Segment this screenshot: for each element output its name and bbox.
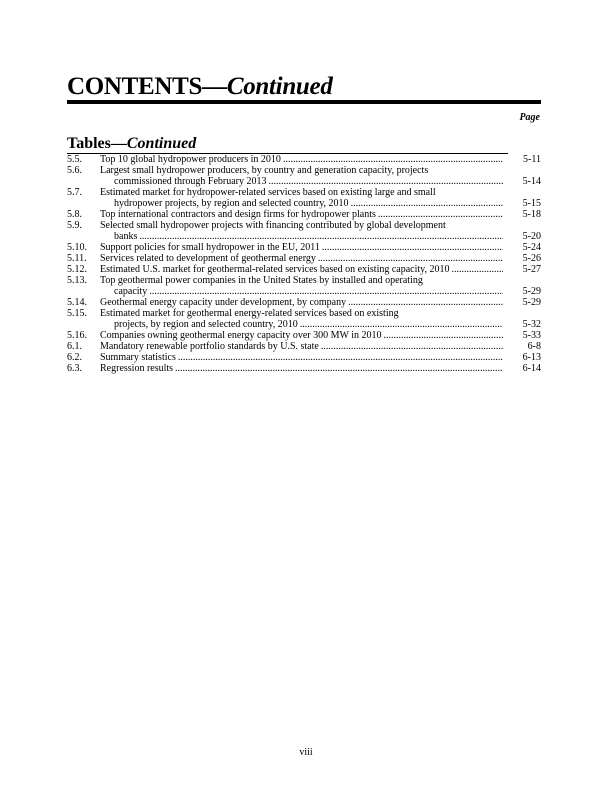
toc-entry-number: 5.10. xyxy=(67,242,87,253)
toc-entry-number: 6.2. xyxy=(67,352,82,363)
dot-leader xyxy=(173,363,503,374)
dot-leader xyxy=(147,286,503,297)
page-column-label: Page xyxy=(519,112,540,123)
toc-entry xyxy=(67,275,541,297)
toc-entry-title: Top international contractors and design firms for hydropower plants xyxy=(100,209,376,220)
toc-entry-title: Largest small hydropower producers, by country and generation capacity, projects xyxy=(100,165,429,176)
toc-entry-number: 6.1. xyxy=(67,341,82,352)
toc-entry-page: 5-27 xyxy=(522,264,541,275)
table-of-contents xyxy=(67,154,541,374)
toc-entry-page: 5-18 xyxy=(522,209,541,220)
toc-entry-number: 5.13. xyxy=(67,275,87,286)
page-number: viii xyxy=(299,747,313,758)
toc-entry-number: 5.16. xyxy=(67,330,87,341)
page-title-continued: Continued xyxy=(226,73,333,100)
toc-entry-number: 5.9. xyxy=(67,220,82,231)
dot-leader xyxy=(316,253,503,264)
toc-entry-title: Estimated market for hydropower-related services based on existing large and small xyxy=(100,187,436,198)
section-title-main: Tables— xyxy=(67,135,127,152)
toc-entry-page: 6-13 xyxy=(522,352,541,363)
toc-entry-page: 5-20 xyxy=(522,231,541,242)
toc-entry-number: 5.7. xyxy=(67,187,82,198)
page-title xyxy=(67,72,333,102)
toc-entry-number: 5.6. xyxy=(67,165,82,176)
toc-entry-page: 6-14 xyxy=(522,363,541,374)
toc-entry-page: 5-24 xyxy=(522,242,541,253)
dot-leader xyxy=(319,341,503,352)
dot-leader xyxy=(346,297,503,308)
toc-entry-title: Top 10 global hydropower producers in 2010 xyxy=(100,154,281,165)
toc-entry xyxy=(67,363,541,374)
dot-leader xyxy=(376,209,503,220)
toc-entry-page: 5-11 xyxy=(523,154,541,165)
dot-leader xyxy=(320,242,503,253)
toc-entry-page: 5-32 xyxy=(522,319,541,330)
toc-entry-title: Summary statistics xyxy=(100,352,176,363)
toc-entry xyxy=(67,154,541,165)
dot-leader xyxy=(176,352,503,363)
toc-entry-title: Top geothermal power companies in the United States by installed and operating xyxy=(100,275,423,286)
toc-entry-title: Mandatory renewable portfolio standards by U.S. state xyxy=(100,341,319,352)
toc-entry-title: banks xyxy=(114,231,138,242)
toc-entry-number: 5.11. xyxy=(67,253,87,264)
section-title-continued: Continued xyxy=(126,135,197,152)
toc-entry-page: 5-29 xyxy=(522,297,541,308)
toc-entry-title: projects, by region and selected country, 2010 xyxy=(114,319,298,330)
toc-entry-page: 5-26 xyxy=(522,253,541,264)
toc-entry xyxy=(67,242,541,253)
toc-entry-title: Selected small hydropower projects with financing contributed by global development xyxy=(100,220,446,231)
toc-entry xyxy=(67,297,541,308)
toc-entry-title: capacity xyxy=(114,286,148,297)
toc-entry xyxy=(67,220,541,242)
toc-entry-page: 6-8 xyxy=(527,341,541,352)
toc-entry xyxy=(67,341,541,352)
dot-leader xyxy=(137,231,503,242)
toc-entry-title: hydropower projects, by region and selected country, 2010 xyxy=(114,198,349,209)
toc-entry-title: Geothermal energy capacity under development, by company xyxy=(100,297,347,308)
toc-entry xyxy=(67,330,541,341)
toc-entry-page: 5-14 xyxy=(522,176,541,187)
toc-entry xyxy=(67,165,541,187)
toc-entry-number: 5.5. xyxy=(67,154,82,165)
dot-leader xyxy=(349,198,503,209)
toc-entry-number: 6.3. xyxy=(67,363,82,374)
section-title xyxy=(67,134,196,153)
toc-entry-number: 5.12. xyxy=(67,264,87,275)
toc-entry xyxy=(67,308,541,330)
toc-entry-page: 5-33 xyxy=(522,330,541,341)
toc-entry xyxy=(67,253,541,264)
title-rule xyxy=(67,100,541,104)
toc-entry-number: 5.14. xyxy=(67,297,87,308)
toc-entry-page: 5-15 xyxy=(522,198,541,209)
toc-entry-title: Services related to development of geothermal energy xyxy=(100,253,316,264)
dot-leader xyxy=(382,330,503,341)
toc-entry-title: Regression results xyxy=(100,363,174,374)
toc-entry-title: Estimated market for geothermal energy-related services based on existing xyxy=(100,308,399,319)
toc-entry-title: Companies owning geothermal energy capacity over 300 MW in 2010 xyxy=(100,330,382,341)
dot-leader xyxy=(281,154,503,165)
page-title-main: CONTENTS— xyxy=(67,73,227,100)
dot-leader xyxy=(266,176,503,187)
toc-entry-number: 5.15. xyxy=(67,308,87,319)
dot-leader xyxy=(450,264,503,275)
toc-entry xyxy=(67,264,541,275)
toc-entry-title: Estimated U.S. market for geothermal-related services based on existing capacity, 2010 xyxy=(100,264,450,275)
toc-entry-title: commissioned through February 2013 xyxy=(114,176,267,187)
toc-entry xyxy=(67,187,541,209)
toc-entry-number: 5.8. xyxy=(67,209,82,220)
toc-entry-page: 5-29 xyxy=(522,286,541,297)
toc-entry-title: Support policies for small hydropower in the EU, 2011 xyxy=(100,242,320,253)
toc-entry xyxy=(67,352,541,363)
toc-entry xyxy=(67,209,541,220)
dot-leader xyxy=(298,319,503,330)
